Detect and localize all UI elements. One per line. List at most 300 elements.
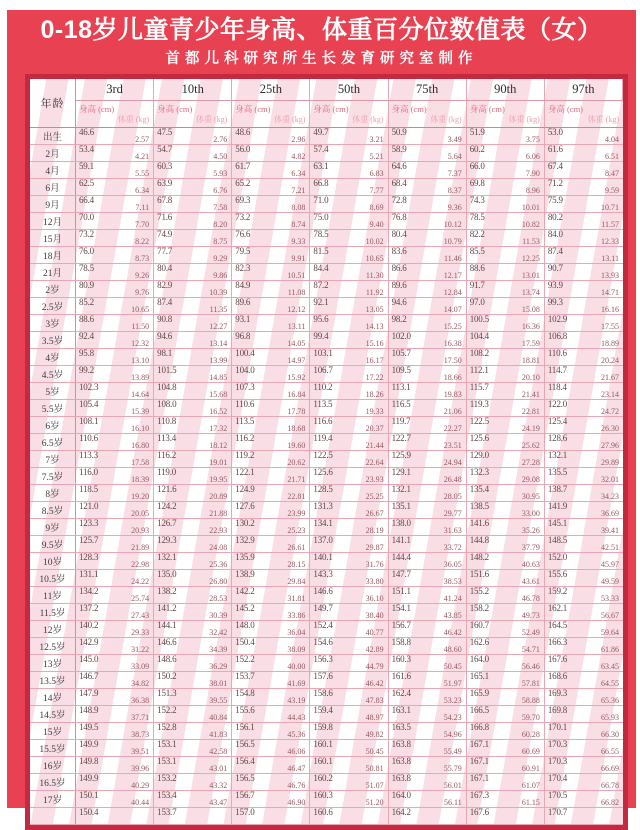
data-cell bbox=[389, 604, 467, 620]
weight-value: 16.80 bbox=[131, 440, 150, 450]
data-cell bbox=[232, 536, 310, 552]
data-cell bbox=[76, 757, 154, 773]
height-value: 104.4 bbox=[469, 331, 489, 342]
page-title: 0-18岁儿童青少年身高、体重百分位数值表（女） bbox=[40, 16, 603, 44]
weight-value: 45.97 bbox=[601, 559, 619, 569]
weight-value: 9.76 bbox=[135, 287, 150, 297]
data-cell bbox=[467, 349, 545, 365]
weight-value: 2.76 bbox=[213, 134, 228, 144]
data-cell bbox=[232, 791, 310, 807]
height-value: 76.0 bbox=[79, 246, 94, 257]
age-cell: 2.5岁 bbox=[30, 298, 76, 314]
height-value: 78.5 bbox=[469, 212, 485, 223]
height-value: 129.3 bbox=[157, 535, 177, 546]
weight-value: 9.91 bbox=[291, 253, 306, 263]
height-value: 135.4 bbox=[469, 484, 489, 495]
age-cell: 2月 bbox=[30, 145, 76, 161]
weight-value: 18.89 bbox=[601, 338, 619, 348]
data-cell bbox=[389, 128, 467, 144]
data-cell bbox=[232, 383, 310, 399]
table-row bbox=[30, 485, 623, 502]
age-cell: 11.5岁 bbox=[30, 604, 76, 620]
data-cell bbox=[545, 808, 623, 824]
height-value: 152.4 bbox=[313, 620, 333, 631]
height-value: 170.4 bbox=[547, 773, 568, 784]
data-cell bbox=[76, 383, 154, 399]
weight-value: 11.46 bbox=[444, 253, 462, 263]
height-value: 76.6 bbox=[235, 229, 251, 240]
height-value: 150.2 bbox=[157, 671, 177, 682]
height-value: 116.2 bbox=[157, 450, 177, 461]
age-cell: 10.5岁 bbox=[30, 570, 76, 586]
height-value: 155.6 bbox=[235, 705, 255, 716]
height-value: 110.8 bbox=[157, 416, 177, 427]
data-cell bbox=[154, 281, 232, 297]
height-unit-label: 身高 (cm) bbox=[157, 104, 193, 115]
height-unit-label: 身高 (cm) bbox=[235, 104, 271, 115]
data-cell bbox=[76, 706, 154, 722]
data-cell bbox=[467, 264, 545, 280]
data-cell bbox=[467, 519, 545, 535]
unit-header-75th bbox=[389, 101, 467, 128]
height-value: 148.2 bbox=[469, 552, 489, 563]
weight-value: 29.77 bbox=[443, 508, 462, 518]
height-value: 80.9 bbox=[79, 280, 94, 291]
height-value: 156.3 bbox=[313, 654, 333, 665]
weight-unit-label: 体重 (kg) bbox=[117, 115, 150, 125]
table-row bbox=[30, 332, 623, 349]
height-value: 159.4 bbox=[313, 705, 333, 716]
data-cell bbox=[76, 400, 154, 416]
data-cell bbox=[76, 179, 154, 195]
height-value: 160.1 bbox=[313, 739, 333, 750]
weight-value: 7.21 bbox=[291, 185, 306, 195]
weight-value: 40.63 bbox=[521, 559, 540, 569]
data-cell bbox=[467, 145, 545, 161]
data-cell bbox=[76, 519, 154, 535]
weight-value: 58.88 bbox=[521, 695, 540, 705]
height-value: 98.1 bbox=[157, 348, 173, 359]
data-cell bbox=[76, 349, 154, 365]
weight-value: 33.09 bbox=[131, 661, 150, 671]
age-cell: 5.5岁 bbox=[30, 400, 76, 416]
height-value: 138.9 bbox=[235, 569, 255, 580]
table-row bbox=[30, 672, 623, 689]
weight-value: 22.27 bbox=[443, 423, 462, 433]
data-cell bbox=[310, 740, 388, 756]
table-row bbox=[30, 774, 623, 791]
age-cell: 8.5岁 bbox=[30, 502, 76, 518]
weight-value: 55.49 bbox=[443, 746, 462, 756]
height-value: 159.8 bbox=[313, 722, 333, 733]
data-cell bbox=[154, 400, 232, 416]
data-cell bbox=[545, 791, 623, 807]
weight-value: 17.55 bbox=[601, 321, 619, 331]
weight-value: 50.45 bbox=[443, 661, 462, 671]
weight-value: 14.71 bbox=[601, 287, 619, 297]
height-value: 84.4 bbox=[313, 263, 329, 274]
weight-value: 12.32 bbox=[131, 338, 150, 348]
weight-value: 54.23 bbox=[443, 712, 462, 722]
height-value: 157.0 bbox=[235, 807, 255, 818]
data-cell bbox=[545, 247, 623, 263]
data-cell bbox=[76, 536, 154, 552]
height-value: 123.3 bbox=[79, 518, 99, 529]
height-value: 81.5 bbox=[313, 246, 329, 257]
height-value: 85.5 bbox=[469, 246, 485, 257]
weight-value: 10.79 bbox=[443, 236, 462, 246]
data-cell bbox=[232, 485, 310, 501]
weight-value: 31.76 bbox=[365, 559, 384, 569]
data-cell bbox=[76, 230, 154, 246]
data-cell bbox=[389, 230, 467, 246]
table-row bbox=[30, 587, 623, 604]
data-cell bbox=[232, 519, 310, 535]
data-cell bbox=[545, 417, 623, 433]
weight-value: 25.74 bbox=[131, 593, 150, 603]
weight-value: 60.69 bbox=[521, 746, 540, 756]
weight-value: 18.68 bbox=[287, 423, 306, 433]
height-value: 84.0 bbox=[547, 229, 563, 240]
weight-value: 17.78 bbox=[287, 406, 306, 416]
height-value: 63.1 bbox=[313, 161, 329, 172]
weight-value: 48.97 bbox=[365, 712, 384, 722]
weight-value: 5.21 bbox=[369, 151, 384, 161]
table-row bbox=[30, 400, 623, 417]
height-value: 108.0 bbox=[157, 399, 177, 410]
weight-value: 50.81 bbox=[365, 763, 384, 773]
weight-value: 61.15 bbox=[521, 797, 540, 807]
data-cell bbox=[467, 332, 545, 348]
weight-unit-label: 体重 (kg) bbox=[430, 115, 462, 125]
height-value: 163.8 bbox=[391, 756, 411, 767]
data-cell bbox=[76, 689, 154, 705]
height-value: 160.7 bbox=[469, 620, 489, 631]
height-value: 146.6 bbox=[157, 637, 177, 648]
unit-header-10th bbox=[154, 101, 232, 128]
table-row bbox=[30, 536, 623, 553]
height-value: 132.3 bbox=[469, 467, 489, 478]
weight-value: 12.84 bbox=[443, 287, 462, 297]
height-value: 96.8 bbox=[235, 331, 251, 342]
data-cell bbox=[76, 434, 154, 450]
data-cell bbox=[545, 451, 623, 467]
weight-value: 38.40 bbox=[365, 610, 384, 620]
age-cell bbox=[30, 808, 76, 824]
data-cell bbox=[389, 162, 467, 178]
height-value: 146.6 bbox=[313, 586, 333, 597]
height-value: 85.2 bbox=[79, 297, 94, 308]
data-cell bbox=[154, 621, 232, 637]
data-cell bbox=[545, 587, 623, 603]
data-cell bbox=[467, 689, 545, 705]
data-cell bbox=[389, 196, 467, 212]
height-value: 140.2 bbox=[79, 620, 99, 631]
percentile-header-25th: 25th bbox=[232, 79, 310, 101]
height-value: 48.6 bbox=[235, 127, 251, 138]
weight-value: 22.81 bbox=[521, 406, 540, 416]
age-cell: 2岁 bbox=[30, 281, 76, 297]
data-cell bbox=[154, 536, 232, 552]
weight-value: 4.82 bbox=[291, 151, 306, 161]
weight-value: 17.50 bbox=[443, 355, 462, 365]
red-background-panel bbox=[7, 10, 636, 818]
height-value: 86.6 bbox=[391, 263, 407, 274]
data-cell bbox=[154, 128, 232, 144]
data-cell bbox=[232, 230, 310, 246]
data-cell bbox=[467, 706, 545, 722]
data-cell bbox=[232, 247, 310, 263]
table-row bbox=[30, 213, 623, 230]
data-cell bbox=[76, 604, 154, 620]
weight-value: 16.10 bbox=[131, 423, 150, 433]
weight-value: 26.61 bbox=[287, 542, 306, 552]
height-value: 99.2 bbox=[79, 365, 94, 376]
data-cell bbox=[310, 179, 388, 195]
data-cell bbox=[545, 502, 623, 518]
weight-value: 4.50 bbox=[213, 151, 228, 161]
data-cell bbox=[154, 434, 232, 450]
data-cell bbox=[389, 757, 467, 773]
height-value: 127.6 bbox=[235, 501, 255, 512]
weight-value: 29.87 bbox=[365, 542, 384, 552]
data-cell bbox=[310, 145, 388, 161]
weight-value: 51.20 bbox=[365, 797, 384, 807]
data-cell bbox=[154, 655, 232, 671]
weight-value: 40.77 bbox=[365, 627, 384, 637]
data-cell bbox=[467, 179, 545, 195]
weight-value: 24.08 bbox=[209, 542, 228, 552]
height-value: 129.0 bbox=[469, 450, 489, 461]
weight-value: 54.96 bbox=[443, 729, 462, 739]
height-value: 92.1 bbox=[313, 297, 329, 308]
weight-value: 31.81 bbox=[287, 593, 306, 603]
data-cell bbox=[467, 791, 545, 807]
height-value: 71.0 bbox=[313, 195, 329, 206]
weight-value: 16.17 bbox=[365, 355, 384, 365]
data-cell bbox=[389, 366, 467, 382]
data-cell bbox=[76, 196, 154, 212]
weight-value: 16.16 bbox=[601, 304, 619, 314]
height-value: 130.2 bbox=[235, 518, 255, 529]
height-value: 138.7 bbox=[547, 484, 568, 495]
data-cell bbox=[310, 383, 388, 399]
data-cell bbox=[467, 638, 545, 654]
height-value: 163.8 bbox=[391, 773, 411, 784]
height-value: 162.6 bbox=[469, 637, 489, 648]
weight-value: 43.01 bbox=[209, 763, 228, 773]
height-value: 156.7 bbox=[235, 790, 255, 801]
data-cell bbox=[76, 791, 154, 807]
data-cell bbox=[467, 247, 545, 263]
height-unit-label: 身高 (cm) bbox=[391, 104, 427, 115]
data-cell bbox=[389, 468, 467, 484]
height-value: 160.3 bbox=[391, 654, 411, 665]
height-value: 158.8 bbox=[391, 637, 411, 648]
weight-value: 12.25 bbox=[521, 253, 540, 263]
height-value: 138.0 bbox=[391, 518, 411, 529]
data-cell bbox=[389, 485, 467, 501]
data-cell bbox=[76, 570, 154, 586]
height-value: 71.6 bbox=[157, 212, 173, 223]
data-cell bbox=[545, 774, 623, 790]
data-cell bbox=[545, 213, 623, 229]
weight-value: 13.11 bbox=[287, 321, 306, 331]
table-row bbox=[30, 740, 623, 757]
height-value: 146.7 bbox=[79, 671, 99, 682]
weight-value: 13.89 bbox=[131, 372, 150, 382]
data-cell bbox=[232, 774, 310, 790]
height-value: 84.9 bbox=[235, 280, 251, 291]
weight-value: 21.44 bbox=[365, 440, 384, 450]
table-row bbox=[30, 179, 623, 196]
data-cell bbox=[389, 264, 467, 280]
weight-value: 15.39 bbox=[131, 406, 150, 416]
weight-value: 6.34 bbox=[135, 185, 150, 195]
weight-value: 8.73 bbox=[135, 253, 150, 263]
height-value: 122.5 bbox=[469, 416, 489, 427]
height-unit-label: 身高 (cm) bbox=[547, 104, 584, 115]
percentile-header-90th: 90th bbox=[467, 79, 545, 101]
data-cell bbox=[389, 502, 467, 518]
weight-value: 20.37 bbox=[365, 423, 384, 433]
data-cell bbox=[154, 587, 232, 603]
table-row bbox=[30, 553, 623, 570]
height-value: 149.5 bbox=[79, 722, 99, 733]
weight-value: 6.83 bbox=[369, 168, 384, 178]
weight-value: 10.82 bbox=[521, 219, 540, 229]
age-cell: 8岁 bbox=[30, 485, 76, 501]
data-cell bbox=[76, 281, 154, 297]
data-cell bbox=[389, 451, 467, 467]
weight-value: 35.26 bbox=[521, 525, 540, 535]
age-cell: 15.5岁 bbox=[30, 740, 76, 756]
data-cell bbox=[154, 315, 232, 331]
height-value: 164.5 bbox=[547, 620, 568, 631]
age-cell: 3.5岁 bbox=[30, 332, 76, 348]
age-cell: 16岁 bbox=[30, 757, 76, 773]
data-cell bbox=[310, 791, 388, 807]
weight-value: 13.14 bbox=[209, 338, 228, 348]
data-cell bbox=[232, 298, 310, 314]
weight-value: 53.23 bbox=[443, 695, 462, 705]
weight-value: 5.64 bbox=[447, 151, 462, 161]
age-cell: 16.5岁 bbox=[30, 774, 76, 790]
age-cell: 18月 bbox=[30, 247, 76, 263]
height-value: 149.7 bbox=[313, 603, 333, 614]
weight-value: 19.60 bbox=[287, 440, 306, 450]
height-value: 153.7 bbox=[235, 671, 255, 682]
height-value: 143.3 bbox=[313, 569, 333, 580]
height-value: 113.5 bbox=[313, 399, 333, 410]
height-value: 149.9 bbox=[79, 773, 99, 784]
data-cell bbox=[389, 315, 467, 331]
data-cell bbox=[310, 536, 388, 552]
height-unit-label: 身高 (cm) bbox=[313, 104, 349, 115]
height-value: 106.8 bbox=[547, 331, 568, 342]
unit-header-97th bbox=[545, 101, 623, 128]
weight-value: 34.39 bbox=[209, 644, 228, 654]
data-cell bbox=[310, 298, 388, 314]
weight-value: 24.94 bbox=[443, 457, 462, 467]
height-value: 129.1 bbox=[391, 467, 411, 478]
data-cell bbox=[389, 740, 467, 756]
percentile-header-97th: 97th bbox=[545, 79, 623, 101]
weight-value: 61.86 bbox=[601, 644, 619, 654]
weight-value: 12.12 bbox=[287, 304, 306, 314]
height-value: 77.7 bbox=[157, 246, 173, 257]
weight-value: 41.24 bbox=[443, 593, 462, 603]
weight-value: 14.07 bbox=[443, 304, 462, 314]
weight-value: 20.10 bbox=[521, 372, 540, 382]
weight-value: 24.72 bbox=[601, 406, 619, 416]
height-value: 144.1 bbox=[157, 620, 177, 631]
height-value: 110.6 bbox=[79, 433, 98, 444]
height-value: 95.8 bbox=[79, 348, 94, 359]
weight-value: 22.64 bbox=[365, 457, 384, 467]
height-value: 106.7 bbox=[313, 365, 333, 376]
weight-value: 45.36 bbox=[287, 729, 306, 739]
height-value: 113.3 bbox=[79, 450, 98, 461]
weight-value: 49.59 bbox=[601, 576, 619, 586]
data-cell bbox=[389, 808, 467, 824]
data-cell bbox=[545, 740, 623, 756]
height-value: 119.7 bbox=[391, 416, 411, 427]
height-value: 82.3 bbox=[235, 263, 251, 274]
weight-value: 65.93 bbox=[601, 712, 619, 722]
height-value: 87.2 bbox=[313, 280, 329, 291]
height-value: 152.0 bbox=[547, 552, 568, 563]
height-value: 125.6 bbox=[313, 467, 333, 478]
height-value: 135.0 bbox=[157, 569, 177, 580]
height-value: 75.9 bbox=[547, 195, 563, 206]
table-row bbox=[30, 791, 623, 808]
height-value: 153.1 bbox=[157, 739, 177, 750]
weight-value: 25.25 bbox=[365, 491, 384, 501]
data-cell bbox=[76, 485, 154, 501]
weight-value: 11.92 bbox=[365, 287, 384, 297]
data-cell bbox=[467, 740, 545, 756]
weight-value: 28.53 bbox=[209, 593, 228, 603]
height-value: 145.0 bbox=[79, 654, 99, 665]
height-value: 140.1 bbox=[313, 552, 333, 563]
weight-value: 37.79 bbox=[521, 542, 540, 552]
data-cell bbox=[467, 230, 545, 246]
weight-value: 11.57 bbox=[601, 219, 619, 229]
height-value: 155.6 bbox=[547, 569, 568, 580]
weight-value: 66.55 bbox=[601, 746, 619, 756]
weight-value: 18.81 bbox=[521, 355, 540, 365]
data-cell bbox=[154, 366, 232, 382]
data-cell bbox=[232, 757, 310, 773]
weight-value: 33.86 bbox=[287, 610, 306, 620]
height-value: 158.6 bbox=[313, 688, 333, 699]
height-value: 56.0 bbox=[235, 144, 251, 155]
height-value: 128.3 bbox=[79, 552, 99, 563]
table-row bbox=[30, 638, 623, 655]
weight-value: 9.59 bbox=[605, 185, 619, 195]
weight-value: 36.10 bbox=[365, 593, 384, 603]
height-value: 99.3 bbox=[547, 297, 563, 308]
weight-unit-label: 体重 (kg) bbox=[274, 115, 306, 125]
weight-value: 7.70 bbox=[135, 219, 150, 229]
data-cell bbox=[232, 587, 310, 603]
weight-value: 20.93 bbox=[131, 525, 150, 535]
data-cell bbox=[467, 604, 545, 620]
height-value: 162.1 bbox=[547, 603, 568, 614]
data-cell bbox=[467, 723, 545, 739]
data-cell bbox=[545, 638, 623, 654]
